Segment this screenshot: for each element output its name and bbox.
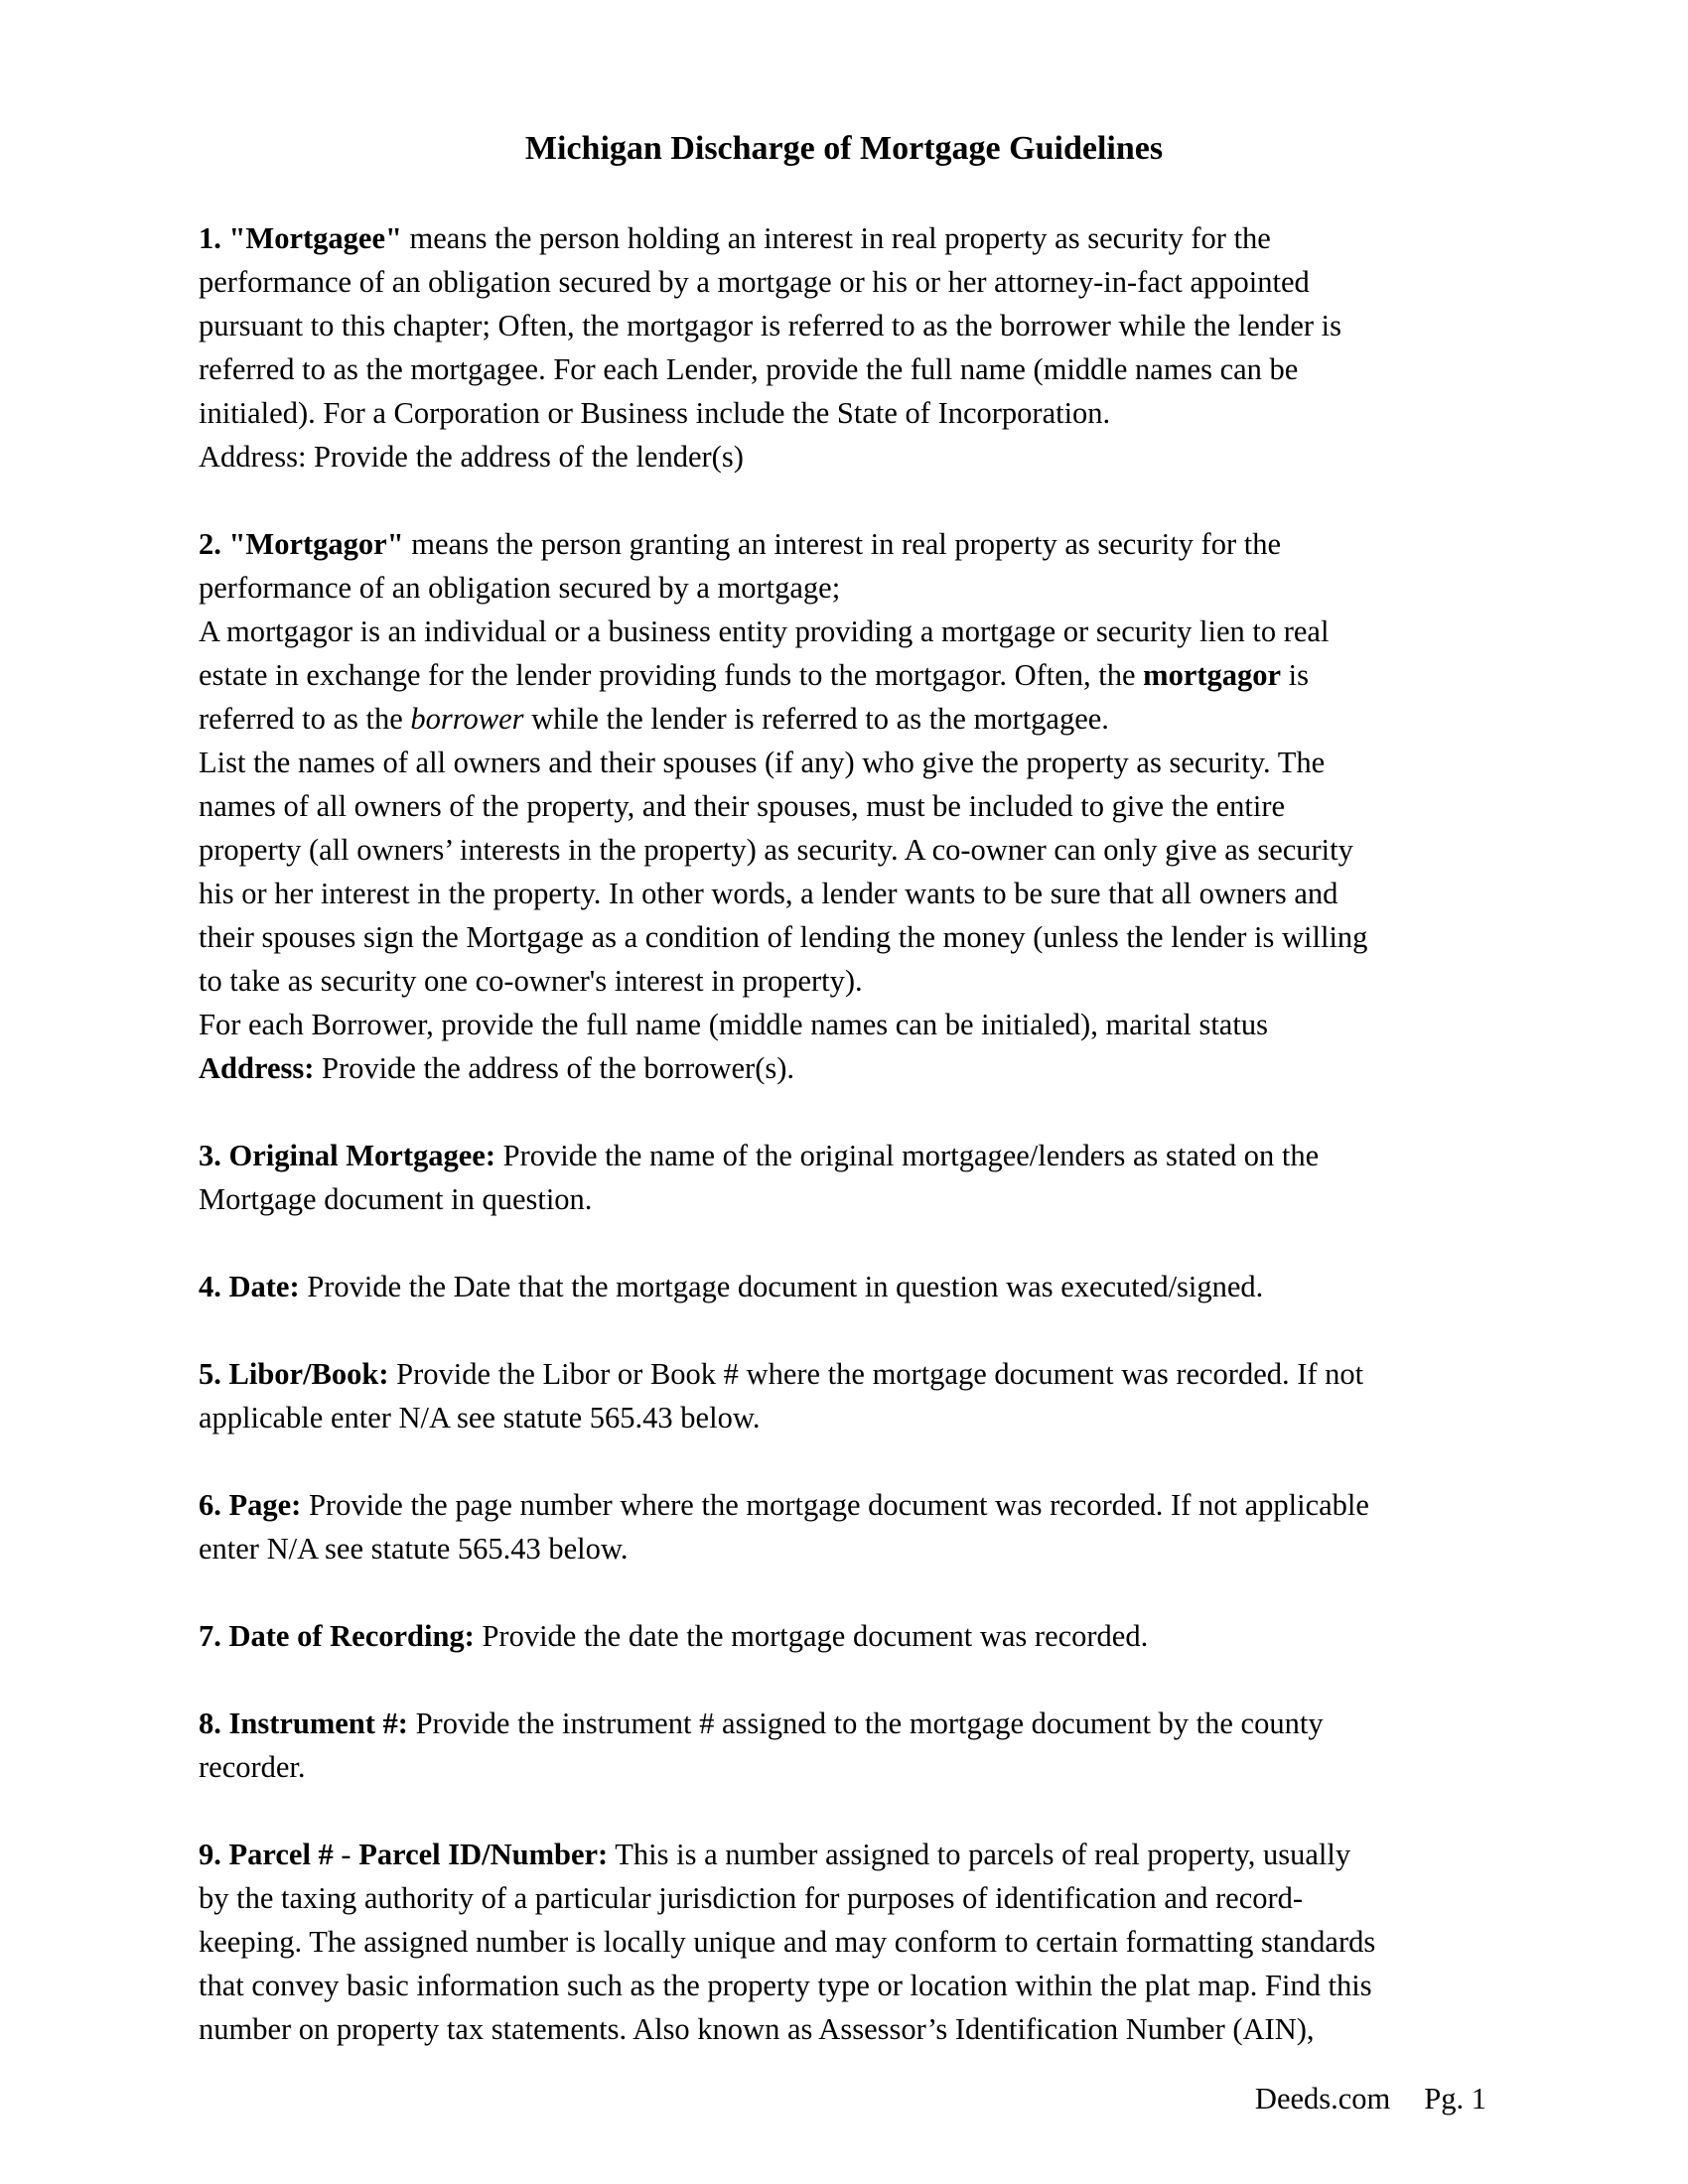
section-line: performance of an obligation secured by a mortgage; <box>199 571 841 605</box>
section-parcel-number <box>199 1833 1489 2051</box>
section-number: 1. <box>199 221 221 255</box>
section-mortgagor <box>199 522 1489 1090</box>
page-footer <box>0 2077 1486 2120</box>
section-text: means the person holding an interest in real property as security for the <box>401 221 1271 255</box>
section-line <box>199 653 1489 697</box>
section-line: names of all owners of the property, and their spouses, must be included to give the entire <box>199 789 1286 823</box>
section-line: keeping. The assigned number is locally unique and may conform to certain formatting standards <box>199 1925 1376 1959</box>
section-line: A mortgagor is an individual or a business entity providing a mortgage or security lien to real <box>199 614 1330 648</box>
section-text: is <box>1281 658 1310 692</box>
section-term: "Mortgagor" <box>228 527 404 561</box>
section-text: estate in exchange for the lender providing funds to the mortgagor. Often, the <box>199 658 1144 692</box>
section-text: Provide the Libor or Book # where the mortgage document was recorded. If not <box>388 1357 1364 1391</box>
section-line <box>199 522 1489 566</box>
section-line: For each Borrower, provide the full name (middle names can be initialed), marital status <box>199 1008 1268 1041</box>
section-text: Provide the page number where the mortgage document was recorded. If not applicable <box>301 1488 1369 1522</box>
section-line: by the taxing authority of a particular jurisdiction for purposes of identification and record- <box>199 1881 1304 1915</box>
section-date <box>199 1265 1489 1308</box>
emphasis-mortgagor: mortgagor <box>1143 658 1282 692</box>
section-text: means the person granting an interest in real property as security for the <box>403 527 1281 561</box>
section-text: This is a number assigned to parcels of real property, usually <box>608 1838 1351 1871</box>
section-line: performance of an obligation secured by a mortgage or his or her attorney-in-fact appointed <box>199 265 1310 299</box>
section-line: Mortgage document in question. <box>199 1182 593 1216</box>
section-term: 4. Date: <box>199 1270 300 1303</box>
section-line: his or her interest in the property. In other words, a lender wants to be sure that all owners and <box>199 877 1338 910</box>
section-term: Parcel ID/Number: <box>358 1838 609 1871</box>
section-instrument-number <box>199 1702 1489 1789</box>
section-text: - <box>333 1838 359 1871</box>
section-line <box>199 1833 1489 1876</box>
section-line: enter N/A see statute 565.43 below. <box>199 1532 629 1566</box>
section-term: 8. Instrument #: <box>199 1706 408 1740</box>
section-line: Address: Provide the address of the lender(s) <box>199 440 744 474</box>
section-line: number on property tax statements. Also known as Assessor’s Identification Number (AIN), <box>199 2012 1315 2046</box>
section-term: 3. Original Mortgagee: <box>199 1139 495 1172</box>
section-line: property (all owners’ interests in the property) as security. A co-owner can only give as security <box>199 833 1353 867</box>
section-line: applicable enter N/A see statute 565.43 below. <box>199 1401 761 1434</box>
footer-page-number: Pg. 1 <box>1424 2082 1486 2116</box>
section-term: 6. Page: <box>199 1488 302 1522</box>
section-term: "Mortgagee" <box>228 221 402 255</box>
document-title: Michigan Discharge of Mortgage Guidelines <box>524 130 1164 167</box>
document-body <box>199 216 1489 2095</box>
section-line: their spouses sign the Mortgage as a condition of lending the money (unless the lender is willing <box>199 920 1368 954</box>
section-mortgagee <box>199 216 1489 478</box>
footer-site: Deeds.com <box>1254 2082 1391 2116</box>
section-line <box>199 1352 1489 1396</box>
section-page <box>199 1483 1489 1570</box>
section-term: 7. Date of Recording: <box>199 1619 475 1653</box>
section-line: List the names of all owners and their spouses (if any) who give the property as security. The <box>199 746 1326 779</box>
section-line: to take as security one co-owner's interest in property). <box>199 964 863 998</box>
section-text: Provide the Date that the mortgage document in question was executed/signed. <box>299 1270 1264 1303</box>
section-line: that convey basic information such as the property type or location within the plat map. Find this <box>199 1969 1372 2002</box>
section-term: 5. Libor/Book: <box>199 1357 389 1391</box>
section-term: 9. Parcel # <box>199 1838 334 1871</box>
section-text: Provide the name of the original mortgagee/lenders as stated on the <box>494 1139 1320 1172</box>
section-line <box>199 1614 1489 1658</box>
section-line <box>199 1046 1489 1090</box>
section-line: recorder. <box>199 1750 306 1784</box>
section-term: Address: <box>199 1051 315 1085</box>
section-line <box>199 1134 1489 1177</box>
section-text: Provide the date the mortgage document was recorded. <box>474 1619 1149 1653</box>
section-original-mortgagee <box>199 1134 1489 1221</box>
section-line <box>199 697 1489 741</box>
section-number: 2. <box>199 527 221 561</box>
section-line: pursuant to this chapter; Often, the mortgagor is referred to as the borrower while the lender is <box>199 309 1342 342</box>
emphasis-borrower: borrower <box>410 702 524 736</box>
section-libor-book <box>199 1352 1489 1439</box>
section-line: initialed). For a Corporation or Business include the State of Incorporation. <box>199 396 1111 430</box>
section-text: Provide the instrument # assigned to the mortgage document by the county <box>407 1706 1324 1740</box>
section-date-of-recording <box>199 1614 1489 1658</box>
section-text: Provide the address of the borrower(s). <box>314 1051 794 1085</box>
section-line: referred to as the mortgagee. For each Lender, provide the full name (middle names can be <box>199 352 1299 386</box>
section-text: referred to as the <box>199 702 411 736</box>
section-line <box>199 1483 1489 1527</box>
section-line <box>199 1265 1489 1308</box>
section-line <box>199 1702 1489 1745</box>
section-text: while the lender is referred to as the mortgagee. <box>523 702 1109 736</box>
section-line <box>199 216 1489 260</box>
